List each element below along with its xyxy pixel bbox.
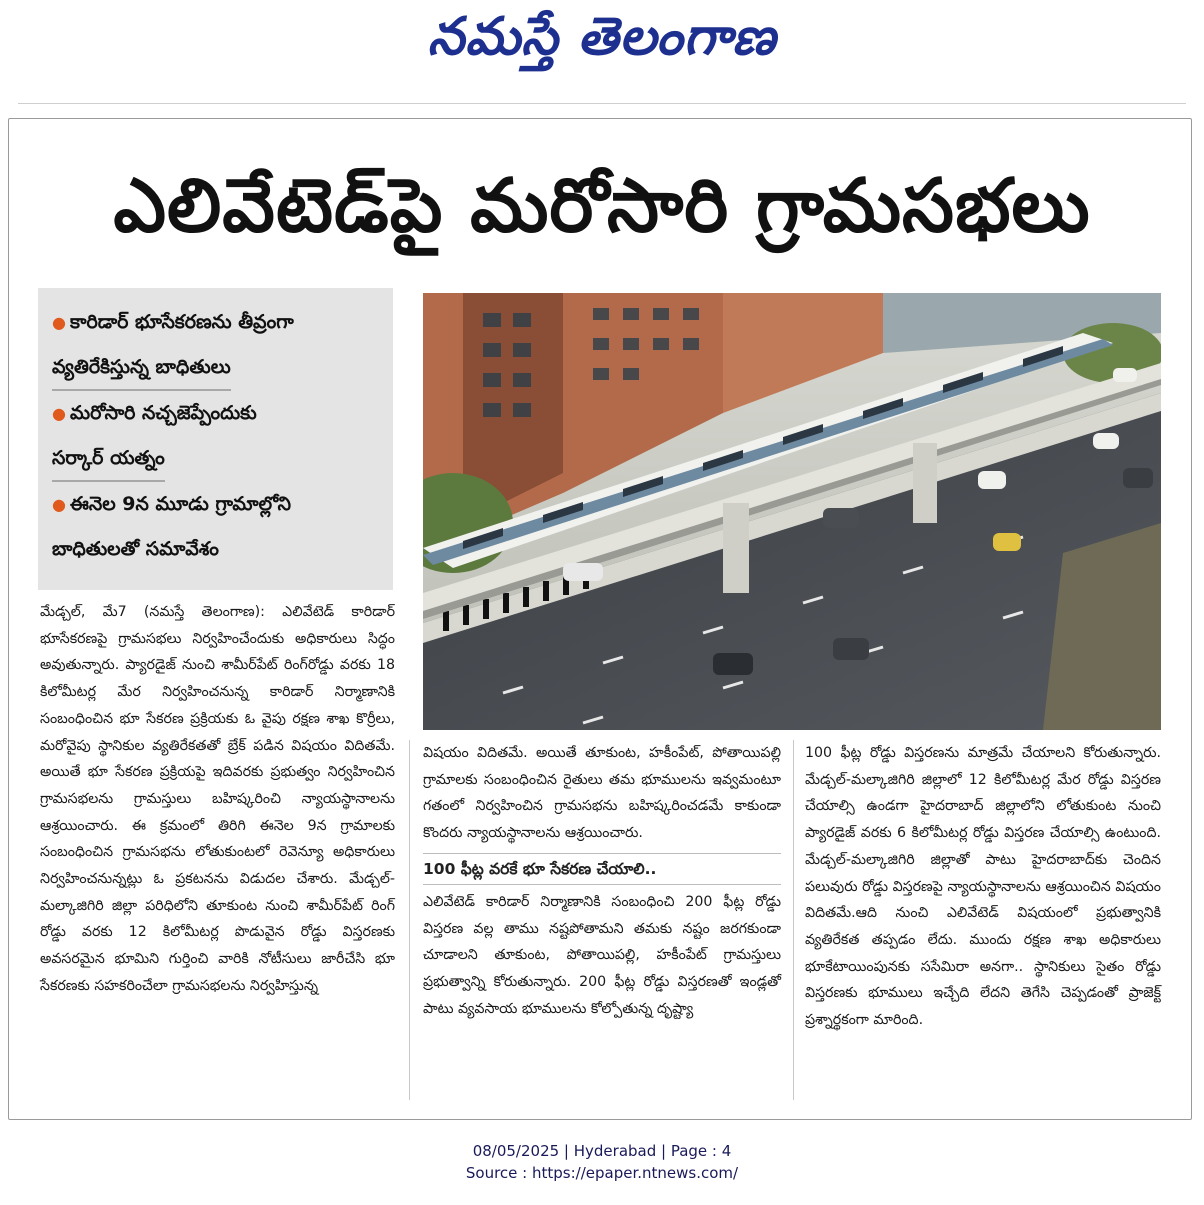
highlight-line: సర్కార్ యత్నం bbox=[52, 436, 165, 482]
highlight-item bbox=[52, 300, 379, 391]
article-subheading: 100 ఫీట్ల వరకే భూ సేకరణ చేయాలి.. bbox=[423, 853, 781, 885]
article-headline: ఎలివేటెడ్‌పై మరోసారి గ్రామసభలు bbox=[113, 163, 1091, 249]
highlight-line: కారిడార్ భూసేకరణను తీవ్రంగా bbox=[69, 311, 294, 333]
highlights-box bbox=[38, 288, 393, 590]
edition-info: 08/05/2025 | Hyderabad | Page : 4 bbox=[472, 1142, 732, 1160]
article-text: మేడ్చల్, మే7 (నమస్తే తెలంగాణ): ఎలివేటెడ్ కారిడార్ భూసేకరణపై గ్రామసభలు నిర్వహించేందుకు అధికారులు సిద్ధం అవుతున్నారు. ప్యారడైజ్ నుంచి శామీర్‌పేట్ రింగ్‌రోడ్డు వరకు 18 కిలోమీటర్ల మేర నిర్వహించనున్న కారిడార్ నిర్మాణానికి సంబంధించిన భూ సేకరణ ప్రక్రియకు ఓ వైపు రక్షణ శాఖ కొర్రీలు, మరోవైపు స్థానికుల వ్యతిరేకతతో బ్రేక్ పడిన విషయం విదితమే. అయితే భూ సేకరణ ప్రక్రియపై ఇదివరకు ప్రభుత్వం నిర్వహించిన గ్రామసభలను గ్రామస్తులు బహిష్కరించి న్యాయస్థానాలను ఆశ్రయించారు. ఈ క్రమంలో తిరిగి ఈనెల 9న గ్రామాలకు సంబంధించిన గ్రామసభను లోతుకుంటలో రెవెన్యూ అధికారులు నిర్వహించనున్నట్లు ఓ ప్రకటనను విడుదల చేశారు. మేడ్చల్-మల్కాజిగిరి జిల్లా పరిధిలోని తూకుంట నుంచి శామీర్‌పేట్ రింగ్ రోడ్డు వరకు 12 కిలోమీటర్ల పొడువైన రోడ్డు విస్తరణకు అవసరమైన భూమిని గుర్తించి వారికి నోటీసులు జారీచేసి భూ సేకరణకు సహకరించేలా గ్రామసభలను నిర్వహిస్తున్న bbox=[40, 604, 395, 994]
article-column-2 bbox=[423, 740, 781, 1100]
column-divider bbox=[793, 740, 794, 1100]
highlight-line: బాధితులతో సమావేశం bbox=[52, 538, 219, 560]
bullet-dot-icon: ● bbox=[52, 404, 66, 423]
page-footer bbox=[0, 1140, 1204, 1184]
article-column-3 bbox=[805, 740, 1161, 1100]
article-column-1 bbox=[40, 599, 395, 1099]
highlight-line: ఈనెల 9న మూడు గ్రామాల్లోని bbox=[69, 493, 292, 515]
highlight-line: వ్యతిరేకిస్తున్న బాధితులు bbox=[52, 345, 231, 391]
metro-elevated-corridor-photo bbox=[423, 293, 1161, 730]
article-text: 100 ఫీట్ల రోడ్డు విస్తరణను మాత్రమే చేయాలని కోరుతున్నారు. మేడ్చల్-మల్కాజిగిరి జిల్లాలో 12 కిలోమీటర్ల మేర రోడ్డు విస్తరణ చేయాల్సి ఉండగా హైదరాబాద్ జిల్లాలోని లోతుకుంట నుంచి ప్యారడైజ్ వరకు 6 కిలోమీటర్ల రోడ్డు విస్తరణ చేయాల్సి ఉంటుంది. మేడ్చల్-మల్కాజిగిరి జిల్లాతో పాటు హైదరాబాద్‌కు చెందిన పలువురు రోడ్డు విస్తరణపై న్యాయస్థానాలను ఆశ్రయించిన విషయం విదితమే.ఆది నుంచి ఎలివేటెడ్ విషయంలో ప్రభుత్వానికి వ్యతిరేకత తప్పడం లేదు. ముందు రక్షణ శాఖ అధికారులు భూకేటాయింపునకు ససేమిరా అనగా.. స్థానికులు సైతం రోడ్డు విస్తరణకు భూములు ఇచ్చేది లేదని తెగేసి చెప్పడంతో ప్రాజెక్ట్ ప్రశ్నార్థకంగా మారింది. bbox=[805, 745, 1161, 1029]
highlight-line: మరోసారి నచ్చజెప్పేందుకు bbox=[69, 402, 257, 424]
article-text: ఎలివేటెడ్ కారిడార్ నిర్మాణానికి సంబంధించి 200 ఫీట్ల రోడ్డు విస్తరణ వల్ల తాము నష్టపోతామని తమకు నష్టం జరగకుండా చూడాలని తూకుంట, పోతాయిపల్లి, హకీంపేట్ గ్రామస్తులు ప్రభుత్వాన్ని కోరుతున్నారు. 200 ఫీట్ల రోడ్డు విస్తరణతో ఇండ్లతో పాటు వ్యవసాయ భూములను కోల్పోతున్న దృష్ట్యా bbox=[423, 893, 781, 1017]
article-text: విషయం విదితమే. అయితే తూకుంట, హకీంపేట్, పోతాయిపల్లి గ్రామాలకు సంబంధించిన రైతులు తమ భూములను ఇవ్వమంటూ గతంలో నిర్వహించిన గ్రామసభను బహిష్కరించడమే కాకుండా కొందరు న్యాయస్థానాలను ఆశ్రయించారు. bbox=[423, 745, 781, 842]
highlight-item bbox=[52, 482, 379, 571]
photo-illustration bbox=[423, 293, 1161, 730]
bullet-dot-icon: ● bbox=[52, 495, 66, 514]
column-divider bbox=[409, 740, 410, 1100]
masthead-rule bbox=[18, 103, 1186, 104]
masthead bbox=[0, 0, 1204, 100]
bullet-dot-icon: ● bbox=[52, 313, 66, 332]
source-link[interactable]: Source : https://epaper.ntnews.com/ bbox=[465, 1164, 739, 1182]
newspaper-logo: నమస్తే తెలంగాణ bbox=[427, 6, 777, 67]
highlight-item bbox=[52, 391, 379, 482]
